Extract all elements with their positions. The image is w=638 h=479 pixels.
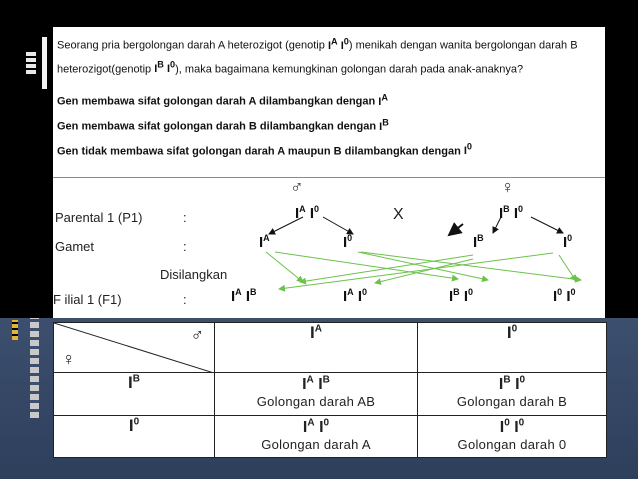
genotype: $I^A$ $I^B$ [302,375,330,394]
disilangkan-label: Disilangkan [160,267,228,282]
gene-definition-0: Gen tidak membawa sifat golongan darah A maupun B dilambangkan dengan $I^0$ [57,141,473,158]
male-symbol: ♂ [290,177,304,197]
male-symbol: ♂ [190,325,204,345]
corner-cell [54,323,215,373]
gamet-label: Gamet [55,239,95,254]
colon: : [183,210,187,225]
phenotype: Golongan darah AB [256,394,376,410]
offspring-ab: $I^A$ $I^B$ [231,287,257,305]
offspring-00: $I^0$ $I^0$ [553,287,576,305]
colon: : [183,239,187,254]
punnett-square [53,322,607,458]
colon: : [183,292,187,307]
cell-b0 [418,373,607,416]
parental-label: Parental 1 (P1) [55,210,143,225]
gamete-male-0: $I^0$ [343,233,353,251]
green-arrow-1 [266,252,303,282]
decor-stripes [26,52,36,74]
offspring-a0: $I^A$ $I^0$ [343,287,368,305]
genotype-male: $I^A$ $I^0$ [327,36,349,52]
female-genotype: $I^B$ $I^0$ [499,204,524,222]
cross-arrows [53,27,605,318]
green-arrow-2 [275,252,458,279]
phenotype: Golongan darah 0 [457,437,567,453]
gamete-female-0: $I^0$ [563,233,573,251]
female-symbol: ♀ [501,177,515,197]
question-line-1: Seorang pria bergolongan darah A heterozigot (genotip $I^A$ $I^0$) menikah dengan wanita bergolongan darah B [57,36,578,52]
row-header-b: $I^B$ [54,373,215,416]
filial-label: F ilial 1 (F1) [53,292,122,307]
gene-definition-a: Gen membawa sifat golongan darah A dilambangkan dengan $I^A$ [57,92,388,108]
cross-sign: X [393,206,404,223]
col-header-a: $I^A$ [215,323,418,373]
decor-bar [42,37,47,89]
arrow-female-0 [531,217,563,233]
gene-definition-b: Gen membawa sifat golongan darah B dilambangkan dengan $I^B$ [57,116,389,133]
question-line-2: heterozigot(genotip $I^B$ $I^0$), maka bagaimana kemungkinan golongan darah pada anak-anaknya? [57,59,524,76]
cell-a0 [215,416,418,458]
genotype: $I^0$ $I^0$ [499,418,525,437]
gamete-male-a: $I^A$ [259,233,270,251]
female-symbol: ♀ [62,349,76,369]
male-genotype: $I^A$ $I^0$ [295,204,320,222]
col-header-0: $I^0$ [418,323,607,373]
gamete-female-b: $I^B$ [473,233,484,251]
slide-content [53,27,605,318]
decor-stripes-grey [30,318,39,418]
genotype: $I^A$ $I^0$ [302,418,330,437]
arrow-pointer [449,224,463,235]
genotype-female: $I^B$ $I^0$ [154,59,176,76]
cell-ab [215,373,418,416]
arrow-male-0 [323,217,353,234]
phenotype: Golongan darah A [261,437,371,453]
genotype: $I^B$ $I^0$ [498,375,526,394]
row-header-0: $I^0$ [54,416,215,458]
phenotype: Golongan darah B [456,394,568,410]
offspring-b0: $I^B$ $I^0$ [449,287,474,305]
cell-00 [418,416,607,458]
decor-stripes-gold [12,320,18,340]
green-arrow-4 [361,252,581,280]
